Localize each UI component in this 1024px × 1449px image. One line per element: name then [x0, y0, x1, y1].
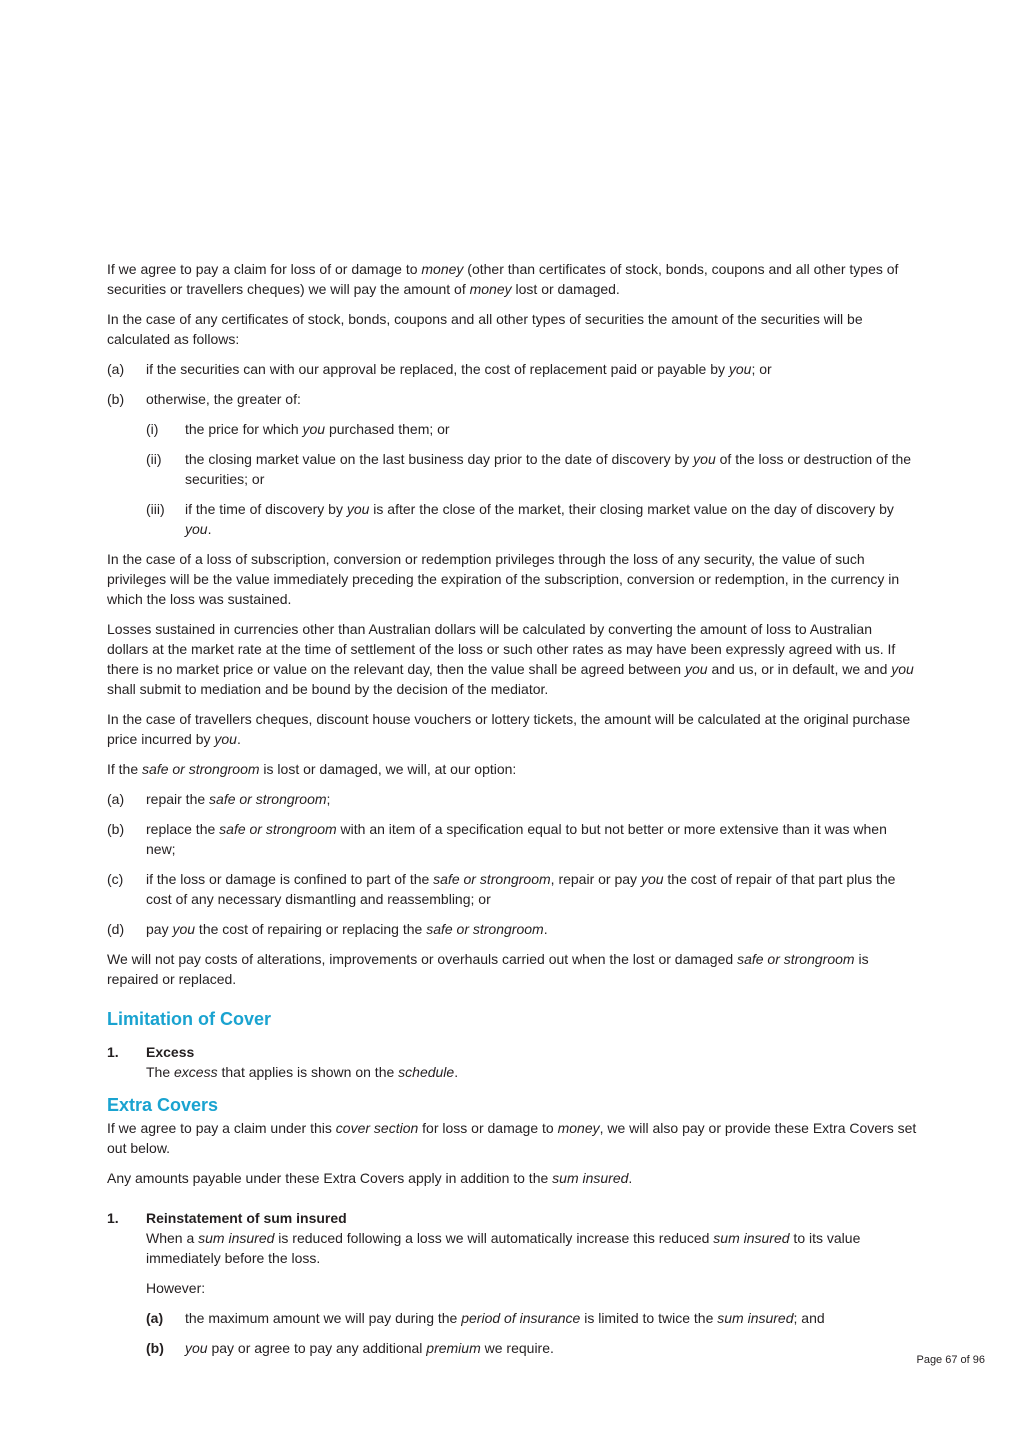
- item-number: 1.: [107, 1210, 119, 1226]
- defined-term: money: [421, 261, 464, 277]
- defined-term: you: [346, 501, 370, 517]
- defined-term: sum insured: [717, 1310, 794, 1326]
- list-label: (b): [146, 1340, 164, 1356]
- sub-list-item: [146, 499, 917, 539]
- defined-term: you: [891, 661, 914, 677]
- item-text: When a sum insured is reduced following a loss we will automatically increase this reduced sum insured to its value immediately before the loss.: [146, 1230, 861, 1266]
- item-title: Reinstatement of sum insured: [146, 1210, 347, 1226]
- defined-term: sum insured: [198, 1230, 275, 1246]
- defined-term: safe or strongroom: [426, 921, 544, 937]
- list-label: (b): [107, 821, 125, 837]
- list-text: the closing market value on the last business day prior to the date of discovery by you of the loss or destruction of the securities; or: [185, 451, 912, 487]
- defined-term: money: [469, 281, 512, 297]
- paragraph: In the case of travellers cheques, discount house vouchers or lottery tickets, the amount will be calculated at the original purchase price incurred by you.: [107, 711, 911, 747]
- sub-list-item: [146, 419, 917, 439]
- item-number: 1.: [107, 1044, 119, 1060]
- defined-term: you: [728, 361, 752, 377]
- defined-term: safe or strongroom: [433, 871, 551, 887]
- list-text: replace the safe or strongroom with an item of a specification equal to but not better or more extensive than it was when new;: [146, 821, 887, 857]
- item-body: [146, 1042, 458, 1082]
- paragraph: Any amounts payable under these Extra Covers apply in addition to the sum insured.: [107, 1170, 633, 1186]
- list-text: repair the safe or strongroom;: [146, 791, 331, 807]
- paragraph: Losses sustained in currencies other than Australian dollars will be calculated by converting the amount of loss to Australian dollars at the market rate at the time of settlement of the loss or such other rates as may have been expressly agreed with us. If there is no market price or value on the relevant day, then the value shall be agreed between you and us, or in default, we and you shall submit to mediation and be bound by the decision of the mediator.: [107, 621, 914, 697]
- defined-term: you: [172, 921, 196, 937]
- defined-term: you: [214, 731, 237, 747]
- list-label: (ii): [146, 451, 162, 467]
- defined-term: safe or strongroom: [737, 951, 855, 967]
- defined-term: premium: [426, 1340, 481, 1356]
- list-text: if the securities can with our approval be replaced, the cost of replacement paid or payable by you; or: [146, 361, 772, 377]
- list-label: (a): [146, 1310, 164, 1326]
- defined-term: excess: [174, 1064, 218, 1080]
- defined-term: sum insured: [713, 1230, 790, 1246]
- defined-term: you: [640, 871, 664, 887]
- list-item: [146, 1338, 917, 1358]
- numbered-item: [107, 1042, 917, 1082]
- list-item: [107, 389, 917, 409]
- section-heading-extra-covers: Extra Covers: [107, 1095, 219, 1115]
- paragraph: In the case of any certificates of stock, bonds, coupons and all other types of securities the amount of the securities will be calculated as follows:: [107, 311, 863, 347]
- list-label: (iii): [146, 501, 165, 517]
- defined-term: you: [185, 1340, 208, 1356]
- defined-term: period of insurance: [461, 1310, 581, 1326]
- list-item: [107, 359, 917, 379]
- list-text: the maximum amount we will pay during the period of insurance is limited to twice the sum insured; and: [185, 1310, 825, 1326]
- numbered-item: [107, 1208, 917, 1368]
- list-label: (a): [107, 361, 125, 377]
- list-item: [107, 789, 917, 809]
- list-text: pay you the cost of repairing or replacing the safe or strongroom.: [146, 921, 548, 937]
- paragraph: If we agree to pay a claim under this cover section for loss or damage to money, we will also pay or provide these Extra Covers set out below.: [107, 1120, 917, 1156]
- list-label: (d): [107, 921, 125, 937]
- list-text: otherwise, the greater of:: [146, 391, 301, 407]
- defined-term: you: [302, 421, 326, 437]
- list-text: you pay or agree to pay any additional premium we require.: [185, 1340, 554, 1356]
- paragraph: In the case of a loss of subscription, conversion or redemption privileges through the loss of any security, the value of such privileges will be the value immediately preceding the expiration of the subscription, conversion or redemption, in the currency in which the loss was sustained.: [107, 551, 900, 607]
- item-title: Excess: [146, 1044, 195, 1060]
- sub-list-item: [146, 449, 917, 489]
- defined-term: safe or strongroom: [142, 761, 260, 777]
- list-label: (i): [146, 421, 159, 437]
- paragraph: We will not pay costs of alterations, improvements or overhauls carried out when the lost or damaged safe or strongroom is repaired or replaced.: [107, 951, 869, 987]
- list-label: (b): [107, 391, 125, 407]
- defined-term: you: [185, 521, 208, 537]
- list-item: [107, 869, 917, 909]
- defined-term: schedule: [398, 1064, 455, 1080]
- page-number: Page 67 of 96: [916, 1354, 985, 1366]
- defined-term: cover section: [335, 1120, 419, 1136]
- list-item: [107, 819, 917, 859]
- paragraph: If the safe or strongroom is lost or damaged, we will, at our option:: [107, 761, 517, 777]
- defined-term: safe or strongroom: [219, 821, 337, 837]
- item-text: The excess that applies is shown on the schedule.: [146, 1064, 459, 1080]
- list-text: if the loss or damage is confined to part of the safe or strongroom, repair or pay you the cost of repair of that part plus the cost of any necessary dismantling and reassembling; or: [146, 871, 896, 907]
- list-label: (a): [107, 791, 125, 807]
- section-heading-limitation: Limitation of Cover: [107, 1009, 272, 1029]
- defined-term: you: [685, 661, 708, 677]
- defined-term: money: [557, 1120, 600, 1136]
- defined-term: sum insured: [552, 1170, 629, 1186]
- defined-term: safe or strongroom: [209, 791, 327, 807]
- paragraph: If we agree to pay a claim for loss of or damage to money (other than certificates of stock, bonds, coupons and all other types of securities or travellers cheques) we will pay the amount of money lost or damaged.: [107, 261, 899, 297]
- list-item: [146, 1308, 917, 1328]
- page-content: [107, 259, 917, 1378]
- defined-term: you: [693, 451, 716, 467]
- item-body: [146, 1208, 917, 1368]
- list-text: the price for which you purchased them; or: [185, 421, 450, 437]
- item-text: However:: [146, 1280, 206, 1296]
- list-text: if the time of discovery by you is after the close of the market, their closing market value on the day of discovery by you.: [185, 501, 894, 537]
- list-item: [107, 919, 917, 939]
- list-label: (c): [107, 871, 124, 887]
